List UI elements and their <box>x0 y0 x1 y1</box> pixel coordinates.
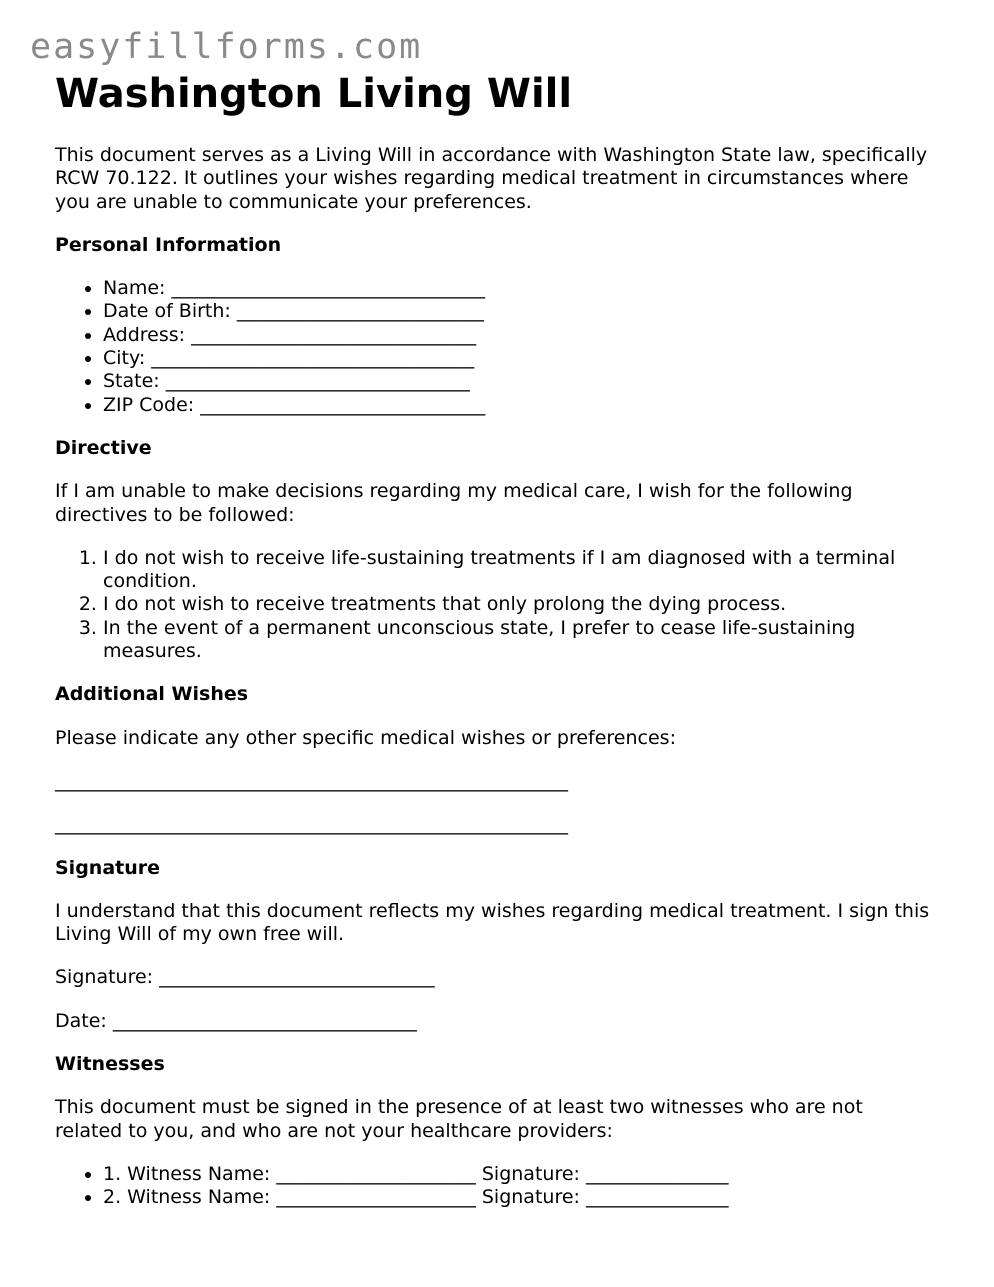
directive-item: 1. I do not wish to receive life-sustaining treatments if I am diagnosed with a terminal condition. <box>103 547 935 594</box>
document-page <box>55 70 935 1230</box>
witness-2-field[interactable]: • 2. Witness Name: _____________________ Signature: _______________ <box>103 1186 935 1209</box>
additional-wishes-prompt: Please indicate any other specific medical wishes or preferences: <box>55 726 676 749</box>
witnesses-heading: Witnesses <box>55 1053 165 1076</box>
directive-heading: Directive <box>55 436 152 459</box>
witnesses-statement: This document must be signed in the presence of at least two witnesses who are not related to you, and who are not your healthcare providers: <box>55 1096 863 1142</box>
additional-wishes-heading: Additional Wishes <box>55 683 249 706</box>
city-field[interactable]: • City: __________________________________ <box>103 347 935 370</box>
additional-wishes-line-2[interactable]: ______________________________________________________ <box>55 813 568 836</box>
signature-field[interactable]: Signature: _____________________________ <box>55 966 435 989</box>
personal-info-list <box>55 277 935 417</box>
page-title: Washington Living Will <box>55 71 573 117</box>
state-field[interactable]: • State: ________________________________ <box>103 370 935 393</box>
witnesses-list <box>55 1163 935 1210</box>
address-field[interactable]: • Address: ______________________________ <box>103 324 935 347</box>
personal-info-heading: Personal Information <box>55 233 282 256</box>
signature-heading: Signature <box>55 856 161 879</box>
signature-statement: I understand that this document reflects my wishes regarding medical treatment. I sign this Living Will of my own free will. <box>55 899 930 946</box>
intro-paragraph: This document serves as a Living Will in accordance with Washington State law, specifically RCW 70.122. It outlines your wishes regarding medical treatment in circumstances where you are unable to communicate your preferences. <box>55 144 928 213</box>
directive-intro: If I am unable to make decisions regarding my medical care, I wish for the following directives to be followed: <box>55 480 853 526</box>
name-field[interactable]: • Name: _________________________________ <box>103 277 935 300</box>
directive-item: 3. In the event of a permanent unconscious state, I prefer to cease life-sustaining measures. <box>103 617 935 664</box>
date-of-birth-field[interactable]: • Date of Birth: __________________________ <box>103 300 935 323</box>
watermark: easyfillforms.com <box>30 27 423 67</box>
zip-code-field[interactable]: • ZIP Code: ______________________________ <box>103 394 935 417</box>
witness-1-field[interactable]: • 1. Witness Name: _____________________ Signature: _______________ <box>103 1163 935 1186</box>
directive-list <box>55 547 935 663</box>
additional-wishes-line-1[interactable]: ______________________________________________________ <box>55 769 568 792</box>
date-field[interactable]: Date: ________________________________ <box>55 1009 417 1032</box>
directive-item: 2. I do not wish to receive treatments that only prolong the dying process. <box>103 593 935 616</box>
